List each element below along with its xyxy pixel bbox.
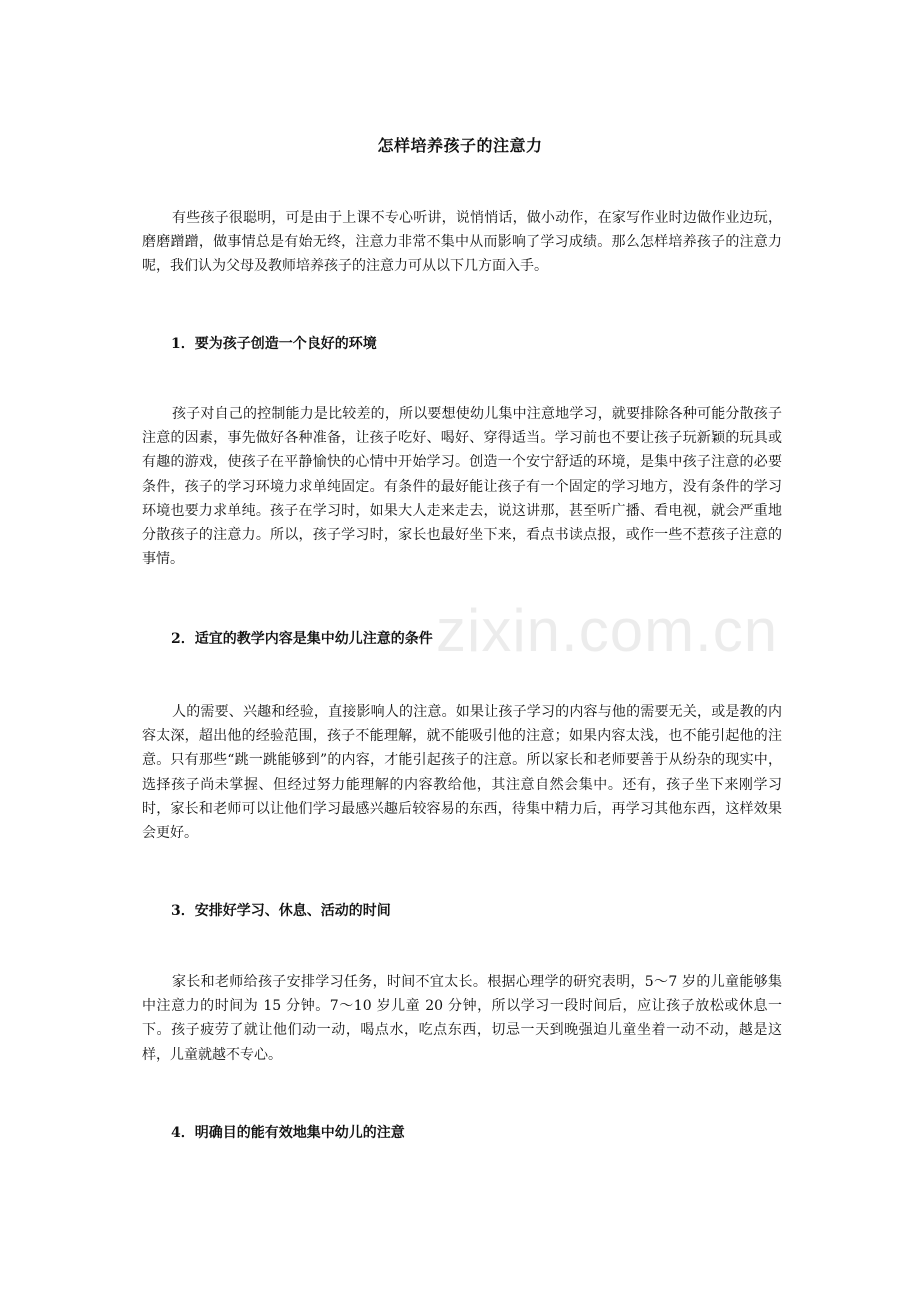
section-3-body: 家长和老师给孩子安排学习任务，时间不宜太长。根据心理学的研究表明，5～7 岁的儿童能够集中注意力的时间为 15 分钟。7～10 岁儿童 20 分钟，所以学习一段时间后，应让孩子放松或休息一下。孩子疲劳了就让他们动一动，喝点水，吃点东西，切忌一天到晚强迫儿童坐着一动不动，越是这样，儿童就越不专心。	[142, 974, 782, 1063]
section-4-heading: 4．明确目的能有效地集中幼儿的注意	[171, 1125, 405, 1141]
section-2-heading: 2．适宜的教学内容是集中幼儿注意的条件	[171, 631, 433, 647]
section-1-heading: 1．要为孩子创造一个良好的环境	[171, 336, 377, 352]
section-1-body: 孩子对自己的控制能力是比较差的，所以要想使幼儿集中注意地学习，就要排除各种可能分散孩子注意的因素，事先做好各种准备，让孩子吃好、喝好、穿得适当。学习前也不要让孩子玩新颖的玩具或有趣的游戏，使孩子在平静愉快的心情中开始学习。创造一个安宁舒适的环境，是集中孩子注意的必要条件，孩子的学习环境力求单纯固定。有条件的最好能让孩子有一个固定的学习地方，没有条件的学习环境也要力求单纯。孩子在学习时，如果大人走来走去，说这讲那，甚至听广播、看电视，就会严重地分散孩子的注意力。所以，孩子学习时，家长也最好坐下来，看点书读点报，或作一些不惹孩子注意的事情。	[142, 406, 782, 568]
watermark-text: zixin.com.cn	[436, 597, 779, 664]
section-2-body: 人的需要、兴趣和经验，直接影响人的注意。如果让孩子学习的内容与他的需要无关，或是教的内容太深，超出他的经验范围，孩子不能理解，就不能吸引他的注意；如果内容太浅，也不能引起他的注意。只有那些“跳一跳能够到”的内容，才能引起孩子的注意。所以家长和老师要善于从纷杂的现实中，选择孩子尚未掌握、但经过努力能理解的内容教给他，其注意自然会集中。还有，孩子坐下来刚学习时，家长和老师可以让他们学习最感兴趣后较容易的东西，待集中精力后，再学习其他东西，这样效果会更好。	[142, 704, 782, 842]
document-title: 怎样培养孩子的注意力	[377, 136, 543, 155]
section-3-heading: 3．安排好学习、休息、活动的时间	[171, 903, 391, 919]
intro-paragraph: 有些孩子很聪明，可是由于上课不专心听讲，说悄悄话，做小动作，在家写作业时边做作业边玩，磨磨蹭蹭，做事情总是有始无终，注意力非常不集中从而影响了学习成绩。那么怎样培养孩子的注意力呢，我们认为父母及教师培养孩子的注意力可从以下几方面入手。	[142, 210, 782, 275]
